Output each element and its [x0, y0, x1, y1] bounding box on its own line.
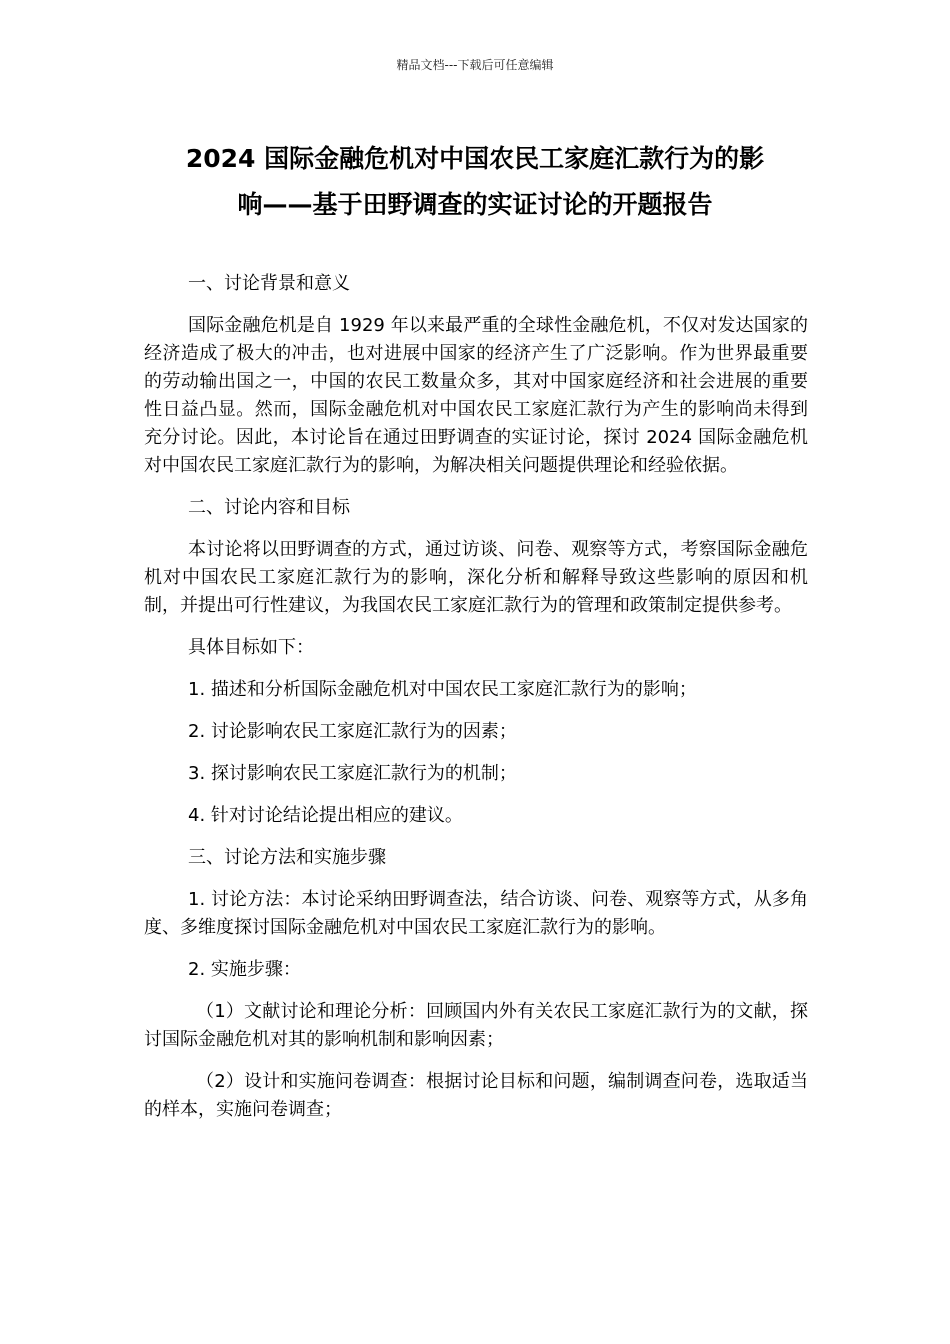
title-line-2: 响——基于田野调查的实证讨论的开题报告	[237, 190, 713, 219]
title-line-1: 2024 国际金融危机对中国农民工家庭汇款行为的影	[185, 144, 765, 173]
section-heading-content-goals: 二、讨论内容和目标	[188, 497, 350, 518]
document-body	[144, 270, 808, 1138]
paragraph-methods: 1. 讨论方法：本讨论采纳田野调查法，结合访谈、问卷、观察等方式，从多角度、多维度探讨国际金融危机对中国农民工家庭汇款行为的影响。	[144, 889, 808, 938]
document-title	[130, 136, 820, 228]
list-item-goal-3: 3. 探讨影响农民工家庭汇款行为的机制；	[188, 763, 517, 784]
list-item-goal-1: 1. 描述和分析国际金融危机对中国农民工家庭汇款行为的影响；	[188, 679, 697, 700]
paragraph-goals-intro: 具体目标如下：	[188, 637, 314, 658]
paragraph-background: 国际金融危机是自 1929 年以来最严重的全球性金融危机，不仅对发达国家的经济造成了极大的冲击，也对进展中国家的经济产生了广泛影响。作为世界最重要的劳动输出国之一，中国的农民工数量众多，其对中国家庭经济和社会进展的重要性日益凸显。然而，国际金融危机对中国农民工家庭汇款行为产生的影响尚未得到充分讨论。因此，本讨论旨在通过田野调查的实证讨论，探讨 2024 国际金融危机对中国农民工家庭汇款行为的影响，为解决相关问题提供理论和经验依据。	[144, 315, 808, 476]
section-heading-background: 一、讨论背景和意义	[188, 273, 350, 294]
list-item-step-2: （2）设计和实施问卷调查：根据讨论目标和问题，编制调查问卷，选取适当的样本，实施问卷调查；	[144, 1071, 808, 1120]
header-note: 精品文档---下载后可任意编辑	[396, 58, 554, 72]
list-item-goal-2: 2. 讨论影响农民工家庭汇款行为的因素；	[188, 721, 517, 742]
paragraph-content: 本讨论将以田野调查的方式，通过访谈、问卷、观察等方式，考察国际金融危机对中国农民工家庭汇款行为的影响，深化分析和解释导致这些影响的原因和机制，并提出可行性建议，为我国农民工家庭汇款行为的管理和政策制定提供参考。	[144, 539, 808, 616]
paragraph-steps-intro: 2. 实施步骤：	[188, 959, 301, 980]
list-item-step-1: （1）文献讨论和理论分析：回顾国内外有关农民工家庭汇款行为的文献，探讨国际金融危机对其的影响机制和影响因素；	[144, 1001, 808, 1050]
list-item-goal-4: 4. 针对讨论结论提出相应的建议。	[188, 805, 463, 826]
section-heading-methods: 三、讨论方法和实施步骤	[188, 847, 386, 868]
